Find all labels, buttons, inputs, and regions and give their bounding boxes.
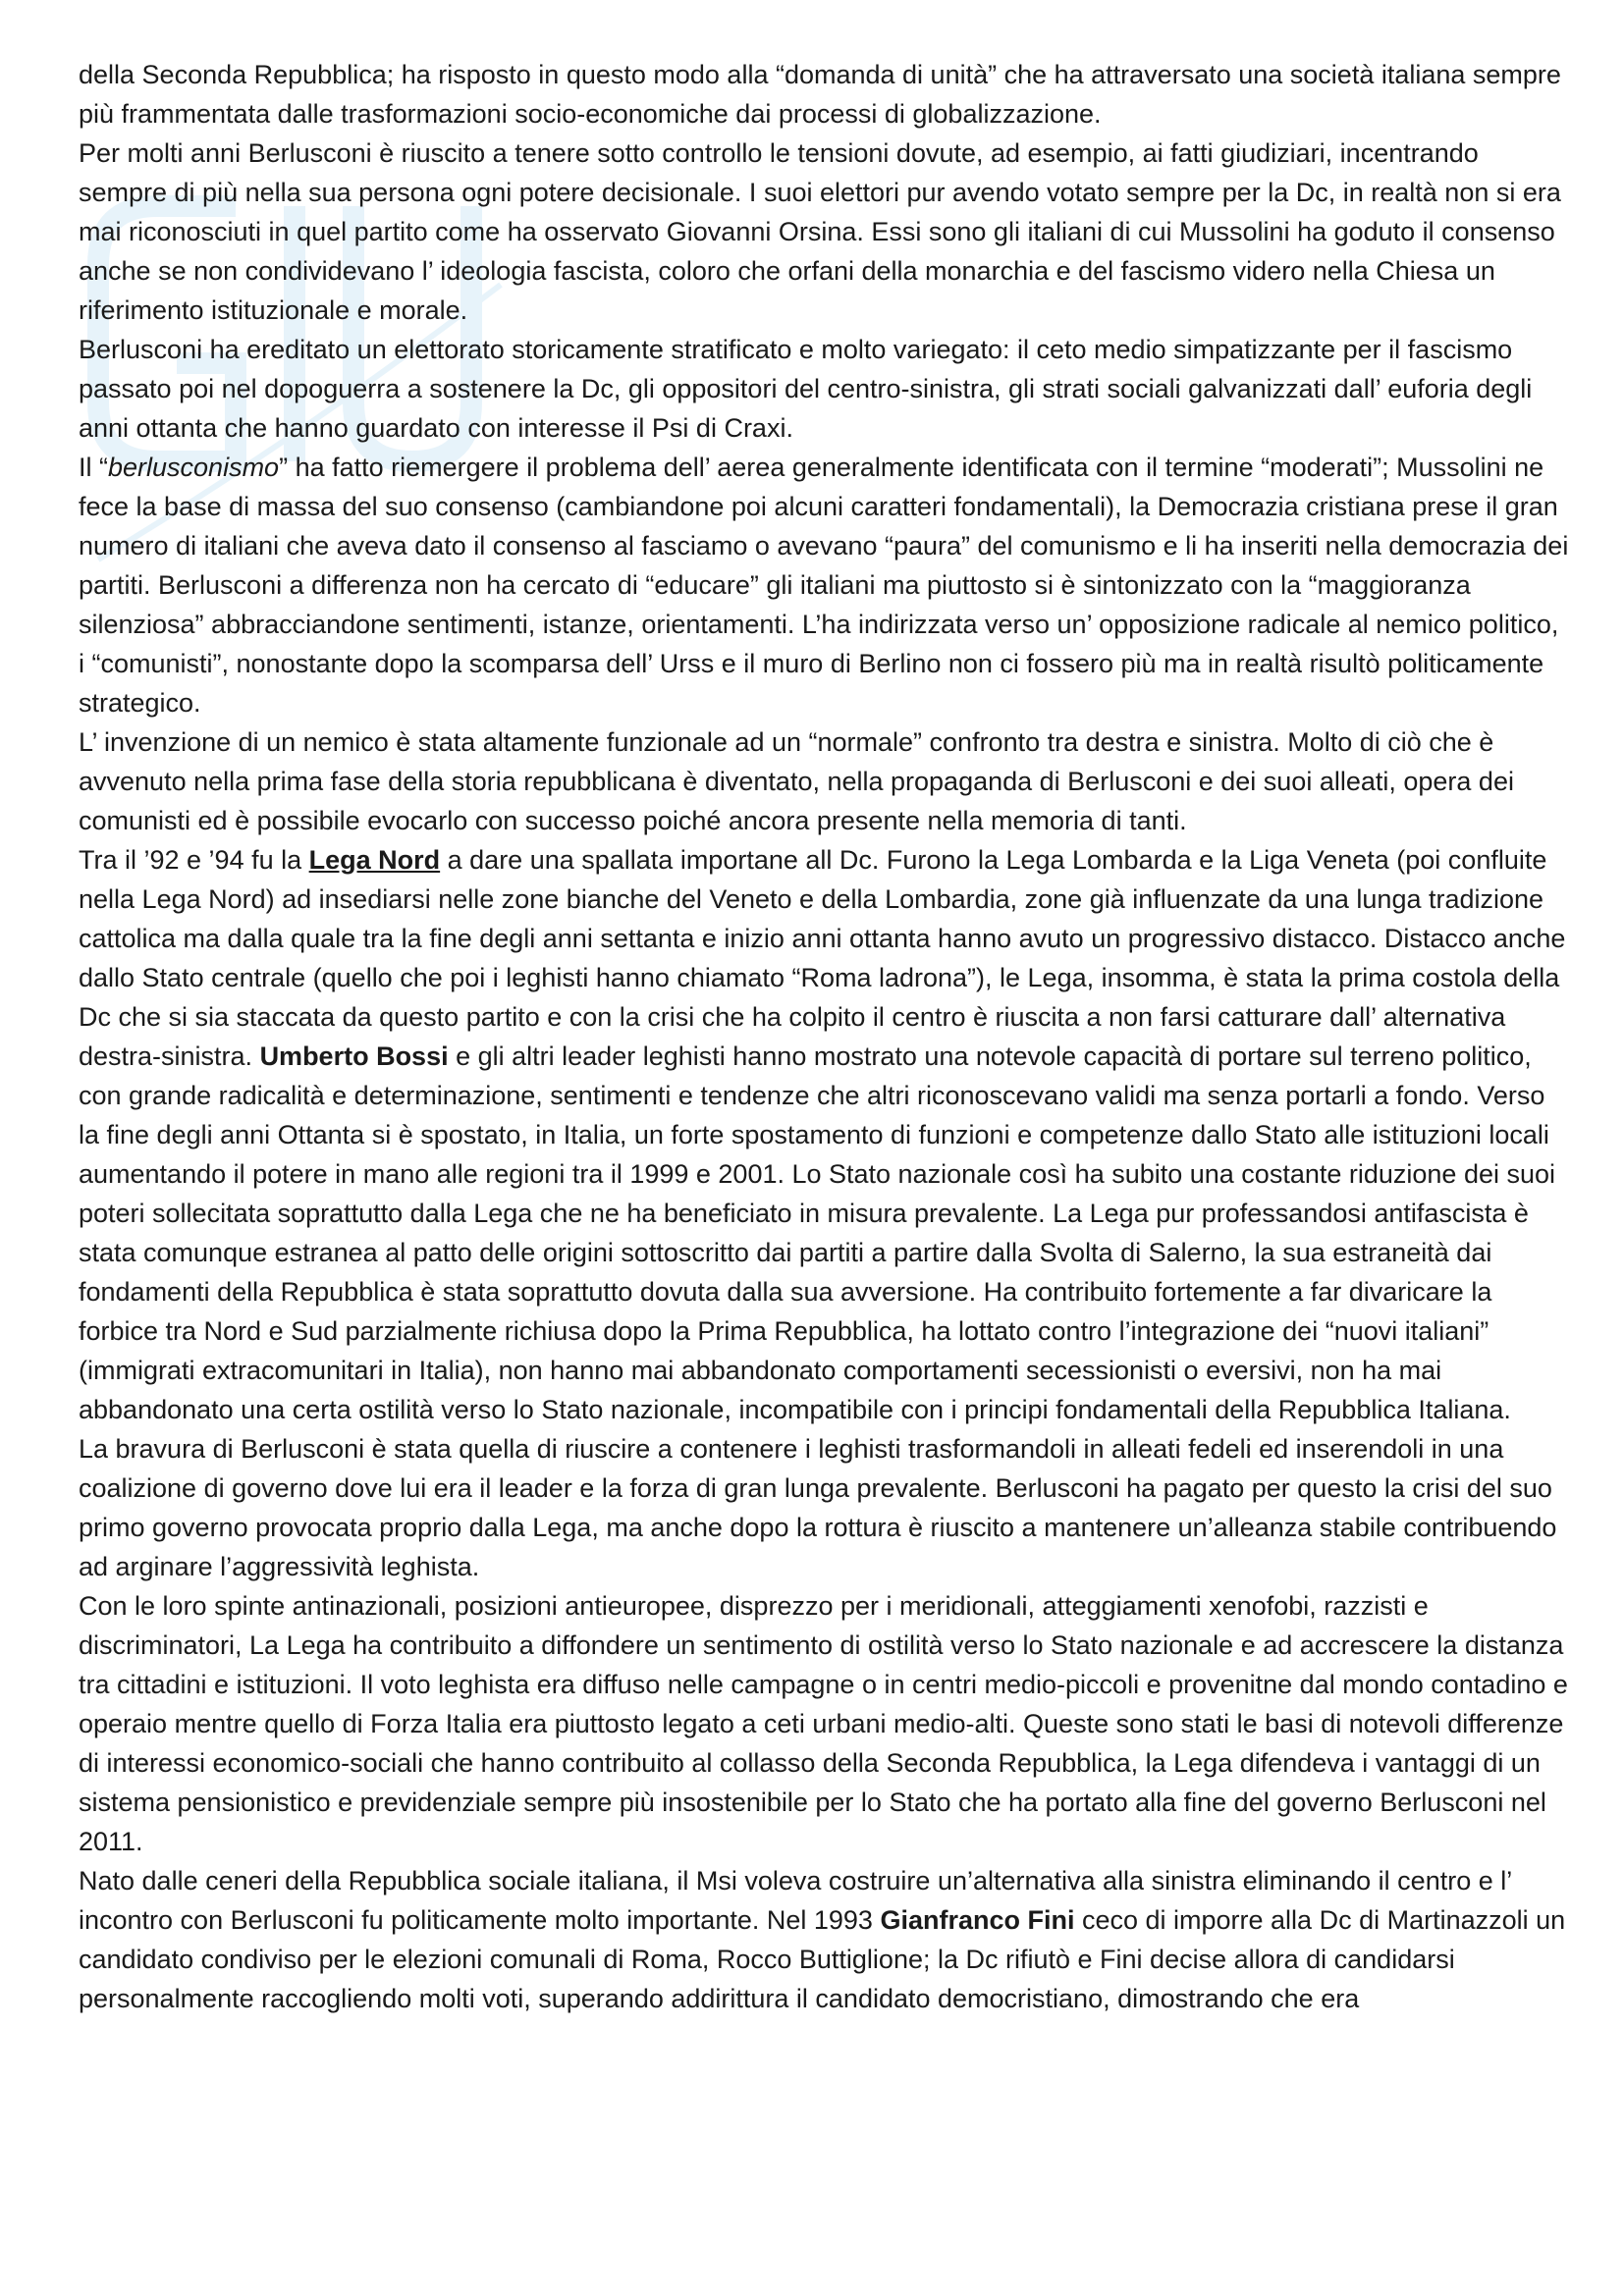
paragraph-text: ceco di imporre alla Dc di Martinazzoli un candidato condiviso per le elezioni comunali di Roma, Rocco Buttiglione; la Dc rifiutò e Fini decise allora di candidarsi personalmente raccogliendo molti voti, superando addirittura il candidato democristiano, dimostrando che era bbox=[79, 1905, 1566, 2013]
paragraph bbox=[79, 1861, 1571, 2018]
paragraph-text: della Seconda Repubblica; ha risposto in questo modo alla “domanda di unità” che ha attraversato una società italiana sempre più frammentata dalle trasformazioni socio-economiche dai processi di globalizzazione. bbox=[79, 60, 1561, 129]
paragraph-text: Per molti anni Berlusconi è riuscito a tenere sotto controllo le tensioni dovute, ad esempio, ai fatti giudiziari, incentrando sempre di più nella sua persona ogni potere decisionale. I suoi elettori pur avendo votato sempre per la Dc, in realtà non si era mai riconosciuti in quel partito come ha osservato Giovanni Orsina. Essi sono gli italiani di cui Mussolini ha goduto il consenso anche se non condividevano l’ ideologia fascista, coloro che orfani della monarchia e del fascismo videro nella Chiesa un riferimento istituzionale e morale. bbox=[79, 138, 1561, 325]
paragraph bbox=[79, 55, 1571, 133]
paragraph-text: Tra il ’92 e ’94 fu la bbox=[79, 845, 309, 875]
paragraph-text: Con le loro spinte antinazionali, posizioni antieuropee, disprezzo per i meridionali, atteggiamenti xenofobi, razzisti e discriminatori, La Lega ha contribuito a diffondere un sentimento di ostilità verso lo Stato nazionale e ad accrescere la distanza tra cittadini e istituzioni. Il voto leghista era diffuso nelle campagne o in centri medio-piccoli e provenitne dal mondo contadino e operaio mentre quello di Forza Italia era piuttosto legato a ceti urbani medio-alti. Queste sono stati le basi di notevoli differenze di interessi economico-sociali che hanno contribuito al collasso della Seconda Repubblica, la Lega difendeva i vantaggi di un sistema pensionistico e previdenziale sempre più insostenibile per lo Stato che ha portato alla fine del governo Berlusconi nel 2011. bbox=[79, 1591, 1568, 1856]
bold-name: Gianfranco Fini bbox=[880, 1905, 1075, 1935]
bold-underlined-term: Lega Nord bbox=[308, 845, 441, 875]
paragraph bbox=[79, 722, 1571, 840]
paragraph bbox=[79, 448, 1571, 722]
paragraph bbox=[79, 1586, 1571, 1861]
paragraph-text: Il “ bbox=[79, 453, 108, 482]
paragraph bbox=[79, 133, 1571, 330]
italic-term: berlusconismo bbox=[108, 453, 280, 482]
paragraph-text: a dare una spallata importane all Dc. Furono la Lega Lombarda e la Liga Veneta (poi confluite nella Lega Nord) ad insediarsi nelle zone bianche del Veneto e della Lombardia, zone già influenzate da una lunga tradizione cattolica ma dalla quale tra la fine degli anni settanta e inizio anni ottanta hanno avuto un progressivo distacco. Distacco anche dallo Stato centrale (quello che poi i leghisti hanno chiamato “Roma ladrona”), le Lega, insomma, è stata la prima costola della Dc che si sia staccata da questo partito e con la crisi che ha colpito il centro è riuscita a non farsi catturare dall’ alternativa destra-sinistra. bbox=[79, 845, 1566, 1071]
paragraph bbox=[79, 330, 1571, 448]
paragraph-text: La bravura di Berlusconi è stata quella di riuscire a contenere i leghisti trasformandoli in alleati fedeli ed inserendoli in una coalizione di governo dove lui era il leader e la forza di gran lunga prevalente. Berlusconi ha pagato per questo la crisi del suo primo governo provocata proprio dalla Lega, ma anche dopo la rottura è riuscito a mantenere un’alleanza stabile contribuendo ad arginare l’aggressività leghista. bbox=[79, 1434, 1557, 1581]
paragraph-text: L’ invenzione di un nemico è stata altamente funzionale ad un “normale” confronto tra destra e sinistra. Molto di ciò che è avvenuto nella prima fase della storia repubblicana è diventato, nella propaganda di Berlusconi e dei suoi alleati, opera dei comunisti ed è possibile evocarlo con successo poiché ancora presente nella memoria di tanti. bbox=[79, 727, 1514, 835]
paragraph bbox=[79, 1429, 1571, 1586]
paragraph-text: ” ha fatto riemergere il problema dell’ aerea generalmente identificata con il termine “moderati”; Mussolini ne fece la base di massa del suo consenso (cambiandone poi alcuni caratteri fondamentali), la Democrazia cristiana prese il gran numero di italiani che aveva dato il consenso al fasciamo o avevano “paura” del comunismo e li ha inseriti nella democrazia dei partiti. Berlusconi a differenza non ha cercato di “educare” gli italiani ma piuttosto si è sintonizzato con la “maggioranza silenziosa” abbracciandone sentimenti, istanze, orientamenti. L’ha indirizzata verso un’ opposizione radicale al nemico politico, i “comunisti”, nonostante dopo la scomparsa dell’ Urss e il muro di Berlino non ci fossero più ma in realtà risultò politicamente strategico. bbox=[79, 453, 1569, 718]
paragraph-text: e gli altri leader leghisti hanno mostrato una notevole capacità di portare sul terreno politico, con grande radicalità e determinazione, sentimenti e tendenze che altri riconoscevano validi ma senza portarli a fondo. Verso la fine degli anni Ottanta si è spostato, in Italia, un forte spostamento di funzioni e competenze dallo Stato alle istituzioni locali aumentando il potere in mano alle regioni tra il 1999 e 2001. Lo Stato nazionale così ha subito una costante riduzione dei suoi poteri sollecitata soprattutto dalla Lega che ne ha beneficiato in misura prevalente. La Lega pur professandosi antifascista è stata comunque estranea al patto delle origini sottoscritto dai partiti a partire dalla Svolta di Salerno, la sua estraneità dai fondamenti della Repubblica è stata soprattutto dovuta dalla sua avversione. Ha contribuito fortemente a far divaricare la forbice tra Nord e Sud parzialmente richiusa dopo la Prima Repubblica, ha lottato contro l’integrazione dei “nuovi italiani” (immigrati extracomunitari in Italia), non hanno mai abbandonato comportamenti secessionisti o eversivi, non ha mai abbandonato una certa ostilità verso lo Stato nazionale, incompatibile con i principi fondamentali della Repubblica Italiana. bbox=[79, 1041, 1556, 1424]
paragraph-text: Nato dalle ceneri della Repubblica sociale italiana, il Msi voleva costruire un’alternativa alla sinistra eliminando il centro e l’ incontro con Berlusconi fu politicamente molto importante. Nel 1993 bbox=[79, 1866, 1512, 1935]
paragraph-text: Berlusconi ha ereditato un elettorato storicamente stratificato e molto variegato: il ceto medio simpatizzante per il fascismo passato poi nel dopoguerra a sostenere la Dc, gli oppositori del centro-sinistra, gli strati sociali galvanizzati dall’ euforia degli anni ottanta che hanno guardato con interesse il Psi di Craxi. bbox=[79, 335, 1533, 443]
paragraph bbox=[79, 840, 1571, 1429]
bold-name: Umberto Bossi bbox=[259, 1041, 449, 1071]
document-body bbox=[79, 55, 1571, 2018]
